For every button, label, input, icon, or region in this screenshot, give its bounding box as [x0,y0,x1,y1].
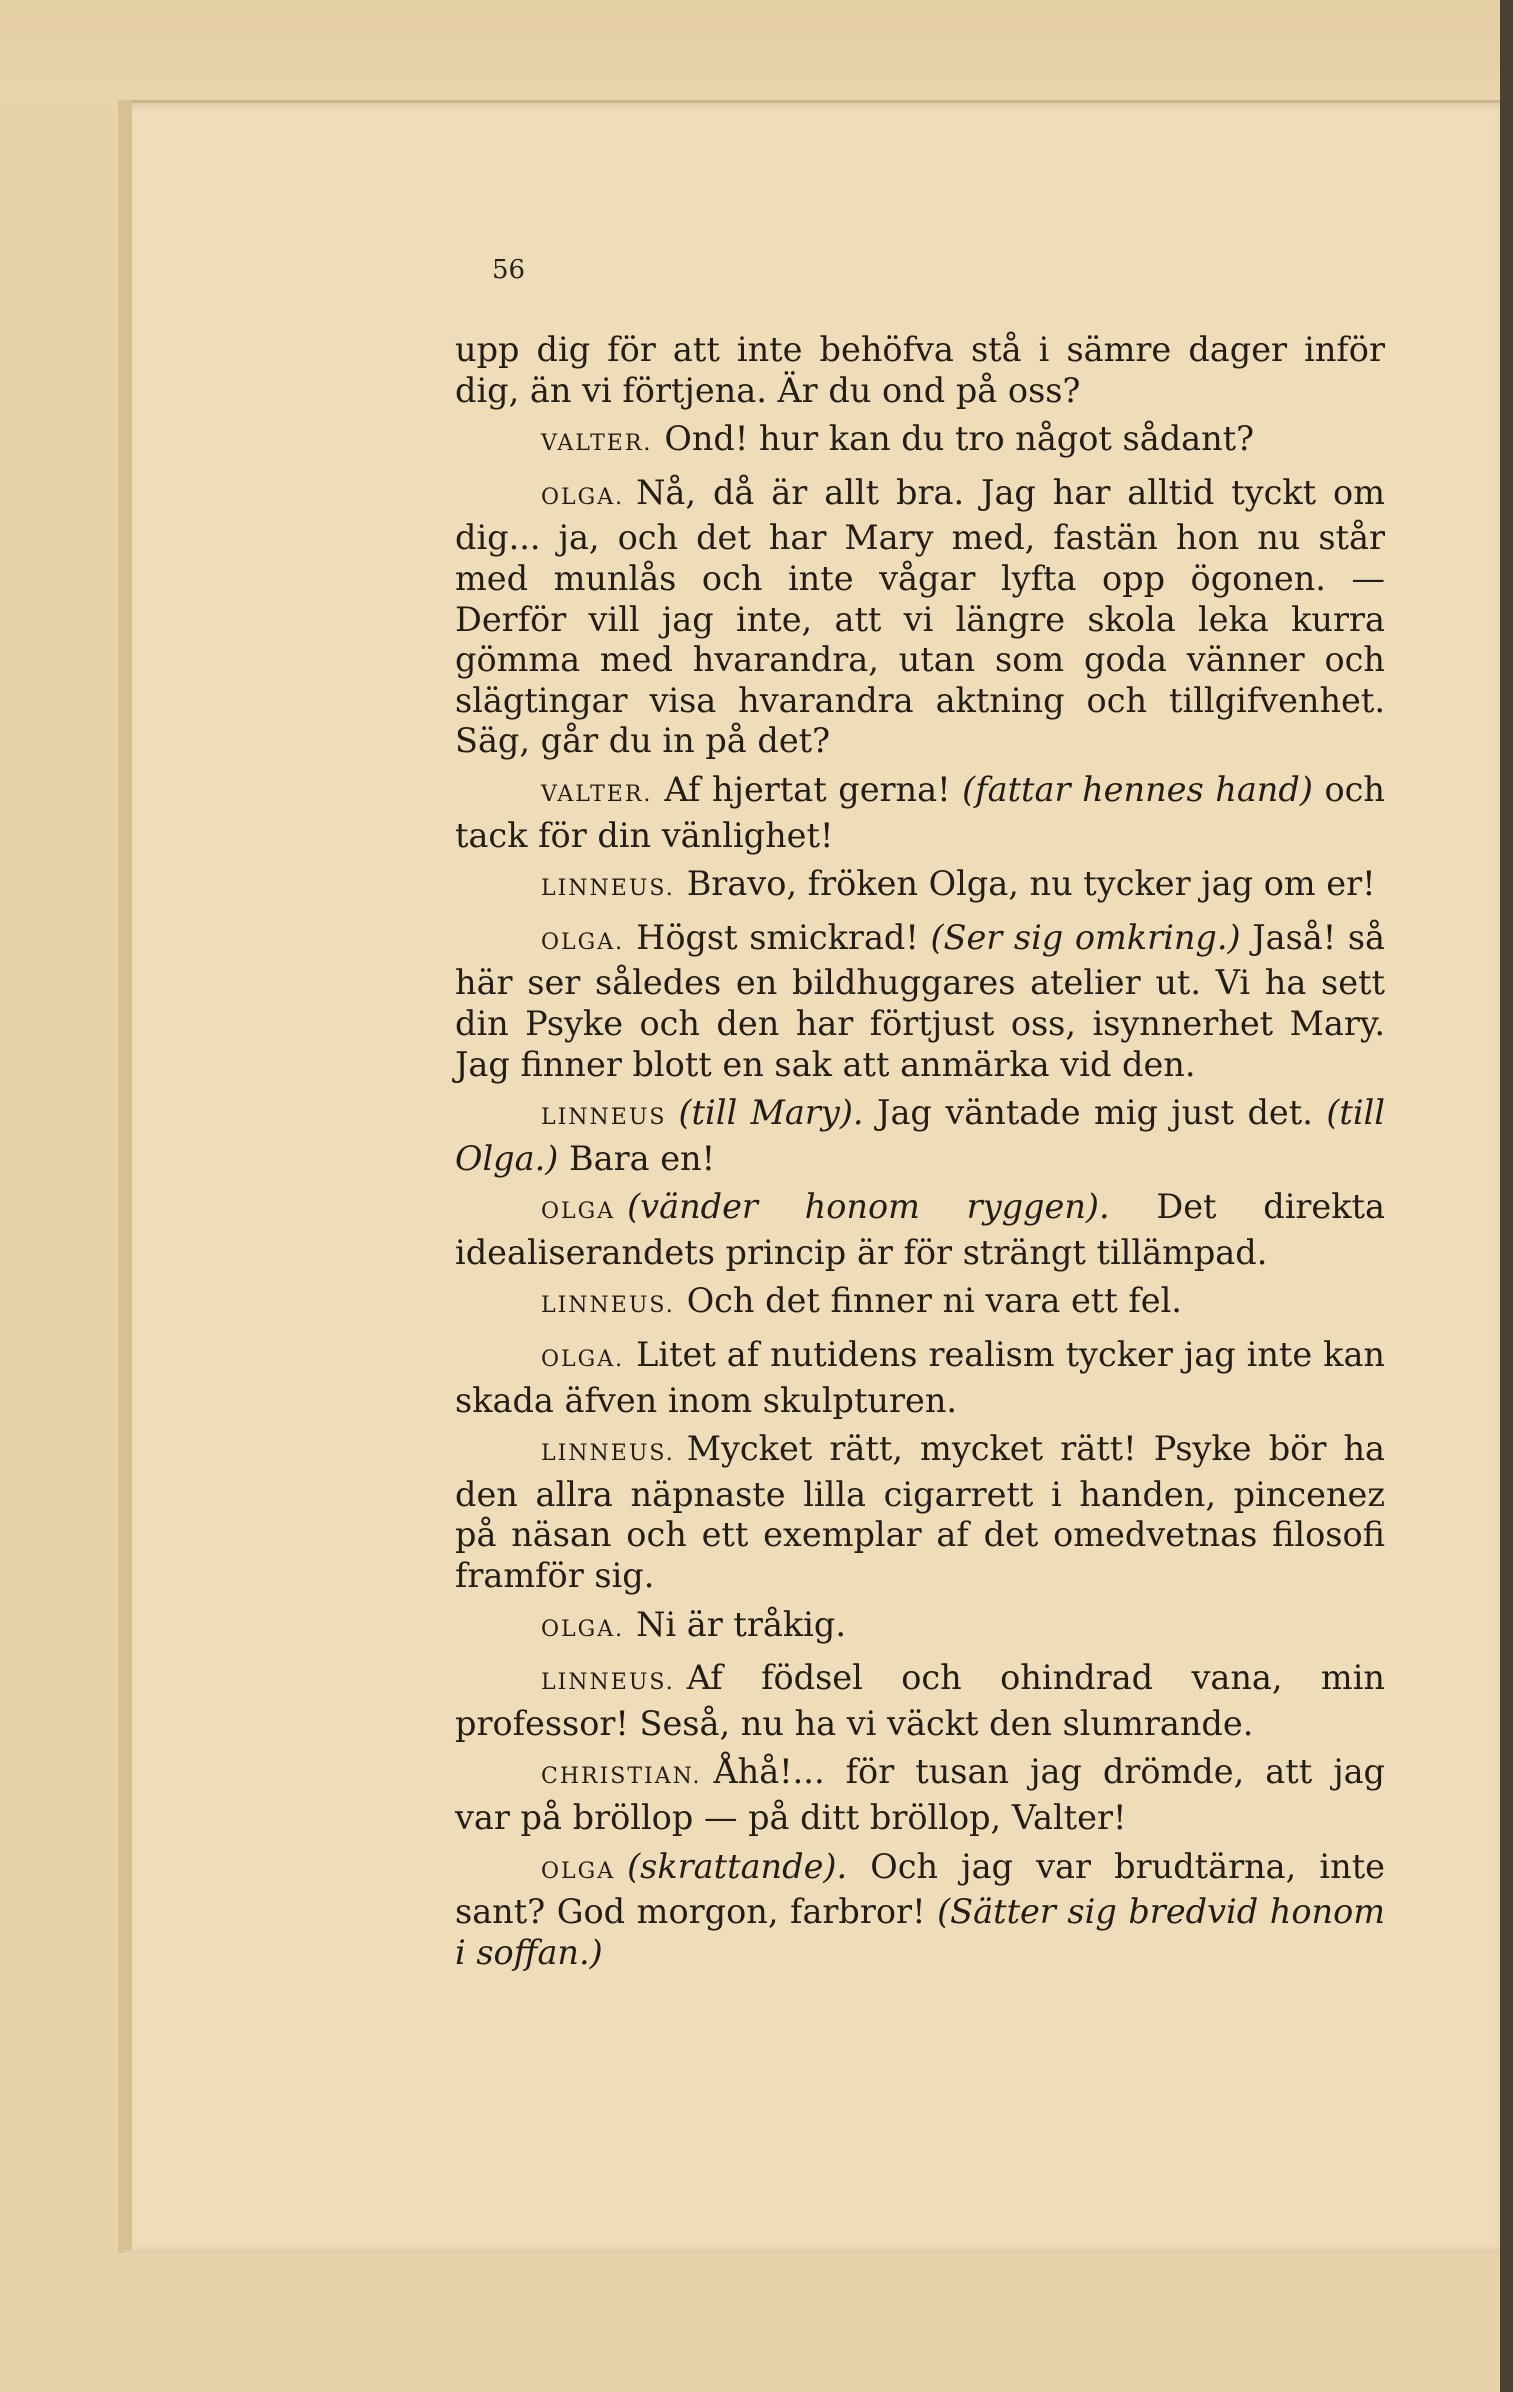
speaker-name: OLGA. [541,484,625,510]
dialogue-text: Bara en! [558,1138,716,1178]
dialogue-paragraph [455,419,1385,465]
dialogue-text: Det direkta idealiserandets princip är för strängt tillämpad. [455,1187,1385,1272]
stage-direction: (till Olga.) [455,1093,1385,1178]
dialogue-paragraph [455,1281,1385,1327]
play-text [455,330,1385,1973]
speaker-name: OLGA. [541,1616,625,1642]
dialogue-text: Och jag var brudtärna, inte sant? God morgon, farbror! [455,1846,1385,1932]
dialogue-text: Af hjertat gerna! [664,769,963,809]
dialogue-paragraph [455,1752,1385,1838]
dialogue-text: Och det finner ni vara ett fel. [686,1281,1182,1321]
stage-direction: (fattar hennes hand) [962,769,1313,809]
stage-direction: (till Mary). [678,1093,864,1133]
dialogue-text: och tack för din vänlighet! [455,769,1386,855]
dialogue-paragraph [455,864,1385,910]
dialogue-paragraph [455,1658,1385,1744]
speaker-name: CHRISTIAN. [541,1764,702,1790]
stage-direction: (Sätter sig bredvid honom i soffan.) [455,1892,1385,1972]
speaker-name: VALTER. [541,431,653,457]
dialogue-text: Jag väntade mig just det. [863,1093,1327,1133]
speaker-name: LINNEUS. [541,1670,675,1696]
speaker-name: OLGA [541,1858,616,1884]
dialogue-text: Åhå!... för tusan jag drömde, att jag var på bröllop — på ditt bröllop, Valter! [455,1752,1385,1837]
dialogue-text: upp dig för att inte behöfva stå i sämre dager inför dig, än vi förtjena. Är du ond på oss? [455,330,1385,410]
dialogue-paragraph [455,1429,1385,1596]
dialogue-paragraph [455,1605,1385,1651]
stage-direction: (Ser sig omkring.) [930,917,1241,957]
dialogue-paragraph [455,1093,1385,1179]
dialogue-text: Af födsel och ohindrad vana, min professor! Seså, nu ha vi väckt den slumrande. [455,1658,1385,1743]
speaker-name: LINNEUS. [541,1441,675,1467]
page-binding-edge [118,100,132,2250]
speaker-name: LINNEUS [541,1105,667,1131]
dialogue-text: Högst smickrad! [636,917,931,957]
dialogue-paragraph [455,918,1385,1085]
speaker-name: OLGA. [541,1347,625,1373]
scan-top-margin [0,0,1513,105]
speaker-name: OLGA. [541,929,625,955]
dialogue-text: Bravo, fröken Olga, nu tycker jag om er! [686,864,1376,904]
dialogue-text: Nå, då är allt bra. Jag har alltid tyckt om dig... ja, och det har Mary med, fastän hon nu står med munlås och inte vågar lyfta opp ögonen. — Derför vill jag inte, att vi längre skola leka kurra gömma med hvarandra, utan som goda vänner och slägtingar visa hvarandra aktning och tillgifvenhet. Säg, går du in på det? [455,472,1385,761]
dialogue-text: Litet af nutidens realism tycker jag inte kan skada äfven inom skulpturen. [455,1335,1385,1420]
stage-direction: (skrattande). [627,1846,848,1886]
stage-direction: (vänder honom ryggen). [627,1187,1110,1227]
dialogue-paragraph [455,1847,1385,1974]
speaker-name: LINNEUS. [541,876,675,902]
dialogue-text: Mycket rätt, mycket rätt! Psyke bör ha den allra näpnaste lilla cigarrett i handen, pincenez på näsan och ett exemplar af det omedvetnas filosofi framför sig. [455,1429,1385,1596]
dialogue-paragraph [455,473,1385,762]
dialogue-paragraph [455,1335,1385,1421]
dialogue-text: Jaså! så här ser således en bildhuggares atelier ut. Vi ha sett din Psyke och den har förtjust oss, isynnerhet Mary. Jag finner blott en sak att anmärka vid den. [455,917,1385,1084]
dialogue-text: Ond! hur kan du tro något sådant? [664,419,1255,459]
dialogue-text: Ni är tråkig. [636,1604,846,1644]
dialogue-paragraph [455,330,1385,411]
dialogue-paragraph [455,770,1385,856]
speaker-name: VALTER. [541,781,653,807]
page-number: 56 [492,255,526,285]
speaker-name: OLGA [541,1199,616,1225]
dialogue-paragraph [455,1187,1385,1273]
scan-right-edge [1500,0,1513,2392]
speaker-name: LINNEUS. [541,1293,675,1319]
